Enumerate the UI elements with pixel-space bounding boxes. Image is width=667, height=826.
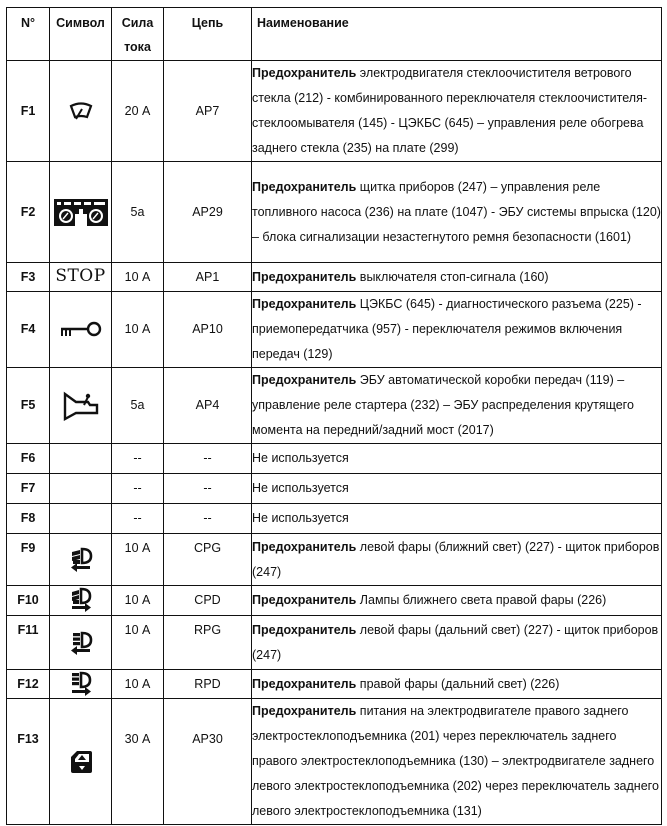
fuse-label: Предохранитель <box>252 593 357 607</box>
description <box>252 699 662 825</box>
circuit-code: АР10 <box>164 292 252 368</box>
circuit-code: -- <box>164 474 252 504</box>
table-row <box>7 263 662 292</box>
description-text: электродвигателя стеклоочистителя ветрового стекла (212) - комбинированного переключателя стеклоочистителя-стеклоомывателя (145) - ЦЭКБС (645) – управления реле обогрева заднего стекла (235) на плате (299) <box>252 66 648 155</box>
fuse-number: F5 <box>7 368 50 444</box>
fuse-number: F8 <box>7 504 50 534</box>
fuse-number: F2 <box>7 162 50 263</box>
high-beam-left-icon <box>69 629 93 657</box>
symbol-cell <box>50 368 112 444</box>
current-rating: 10 А <box>112 534 164 586</box>
description-text: щитка приборов (247) – управления реле топливного насоса (236) на плате (1047) - ЭБУ системы впрыска (120) – блока сигнализации незастегнутого ремня безопасности (1601) <box>252 179 661 244</box>
fuse-number: F4 <box>7 292 50 368</box>
current-rating: 30 А <box>112 699 164 825</box>
fuse-number: F3 <box>7 263 50 292</box>
fuse-table <box>6 7 662 825</box>
header-symbol: Символ <box>50 8 112 61</box>
current-rating: 10 А <box>112 292 164 368</box>
description: Не используется <box>252 444 662 474</box>
description: Не используется <box>252 474 662 504</box>
stop-icon: STOP <box>55 266 106 286</box>
description-text: левой фары (дальний свет) (227) - щиток приборов (247) <box>252 622 659 662</box>
description <box>252 616 662 670</box>
current-rating: 10 А <box>112 616 164 670</box>
circuit-code: АР7 <box>164 61 252 162</box>
description <box>252 263 662 292</box>
description-text: правой фары (дальний свет) (226) <box>359 676 560 691</box>
description <box>252 61 662 162</box>
fuse-number: F7 <box>7 474 50 504</box>
symbol-cell <box>50 586 112 616</box>
fuse-label: Предохранитель <box>252 539 357 554</box>
table-row <box>7 504 662 534</box>
circuit-code: АР4 <box>164 368 252 444</box>
current-rating: 20 А <box>112 61 164 162</box>
description-text: ЭБУ автоматической коробки передач (119) – управление реле стартера (232) – ЭБУ распределения крутящего момента на передний/задний мост (2017) <box>252 373 634 437</box>
fuse-number: F9 <box>7 534 50 586</box>
circuit-code: -- <box>164 504 252 534</box>
table-row <box>7 616 662 670</box>
table-row <box>7 474 662 504</box>
low-beam-left-icon <box>69 546 93 574</box>
description-text: Лампы ближнего света правой фары (226) <box>359 593 607 607</box>
symbol-cell <box>50 474 112 504</box>
table-row <box>7 292 662 368</box>
circuit-code: АР30 <box>164 699 252 825</box>
description-text: левой фары (ближний свет) (227) - щиток приборов (247) <box>252 539 660 579</box>
current-rating: 10 А <box>112 586 164 616</box>
fuse-label: Предохранитель <box>252 297 357 311</box>
circuit-code: CPD <box>164 586 252 616</box>
table-row <box>7 699 662 825</box>
table-row <box>7 670 662 699</box>
circuit-code: CPG <box>164 534 252 586</box>
fuse-number: F11 <box>7 616 50 670</box>
symbol-cell <box>50 292 112 368</box>
description <box>252 368 662 444</box>
current-rating: -- <box>112 444 164 474</box>
current-rating: 5а <box>112 368 164 444</box>
current-rating: -- <box>112 504 164 534</box>
table-row <box>7 586 662 616</box>
header-current: Сила тока <box>112 8 164 61</box>
gearbox-icon <box>62 391 100 421</box>
current-rating: 5а <box>112 162 164 263</box>
symbol-cell <box>50 670 112 699</box>
fuse-label: Предохранитель <box>252 622 357 637</box>
fuse-label: Предохранитель <box>252 676 357 691</box>
table-row <box>7 61 662 162</box>
header-row <box>7 8 662 61</box>
table-row <box>7 162 662 263</box>
description-text: ЦЭКБС (645) - диагностического разъема (225) - приемопередатчика (957) - переключателя режимов включения передач (129) <box>252 297 642 361</box>
symbol-cell <box>50 444 112 474</box>
fuse-number: F6 <box>7 444 50 474</box>
current-rating: 10 А <box>112 670 164 699</box>
description <box>252 292 662 368</box>
fuse-number: F10 <box>7 586 50 616</box>
symbol-cell <box>50 616 112 670</box>
symbol-cell <box>50 504 112 534</box>
circuit-code: АР29 <box>164 162 252 263</box>
description <box>252 162 662 263</box>
instrument-panel-icon <box>54 199 108 226</box>
table-row <box>7 444 662 474</box>
fuse-label: Предохранитель <box>252 179 357 194</box>
symbol-cell <box>50 61 112 162</box>
symbol-cell <box>50 263 112 292</box>
header-circuit: Цепь <box>164 8 252 61</box>
power-window-icon <box>69 750 93 774</box>
current-rating: -- <box>112 474 164 504</box>
fuse-label: Предохранитель <box>252 269 357 284</box>
fuse-label: Предохранитель <box>252 704 357 718</box>
high-beam-right-icon <box>69 671 93 698</box>
description-text: питания на электродвигателе правого заднего электростеклоподъемника (201) через переключатель заднего правого электростеклоподъемника (130) – электродвигателе заднего левого электростеклоподъемника (202) через переключатель заднего левого электростеклоподъемника (131) <box>252 704 659 818</box>
description <box>252 670 662 699</box>
table-row <box>7 368 662 444</box>
description-text: выключателя стоп-сигнала (160) <box>359 269 549 284</box>
header-no: N° <box>7 8 50 61</box>
circuit-code: -- <box>164 444 252 474</box>
wiper-icon <box>68 99 94 123</box>
description <box>252 534 662 586</box>
low-beam-right-icon <box>69 587 93 614</box>
fuse-number: F1 <box>7 61 50 162</box>
fuse-number: F12 <box>7 670 50 699</box>
key-icon <box>59 321 103 339</box>
description: Не используется <box>252 504 662 534</box>
symbol-cell <box>50 534 112 586</box>
symbol-cell <box>50 162 112 263</box>
fuse-number: F13 <box>7 699 50 825</box>
table-row <box>7 534 662 586</box>
circuit-code: АР1 <box>164 263 252 292</box>
circuit-code: RPG <box>164 616 252 670</box>
fuse-label: Предохранитель <box>252 373 357 387</box>
header-name: Наименование <box>252 8 662 61</box>
circuit-code: RPD <box>164 670 252 699</box>
fuse-label: Предохранитель <box>252 66 357 80</box>
symbol-cell <box>50 699 112 825</box>
description <box>252 586 662 616</box>
current-rating: 10 А <box>112 263 164 292</box>
